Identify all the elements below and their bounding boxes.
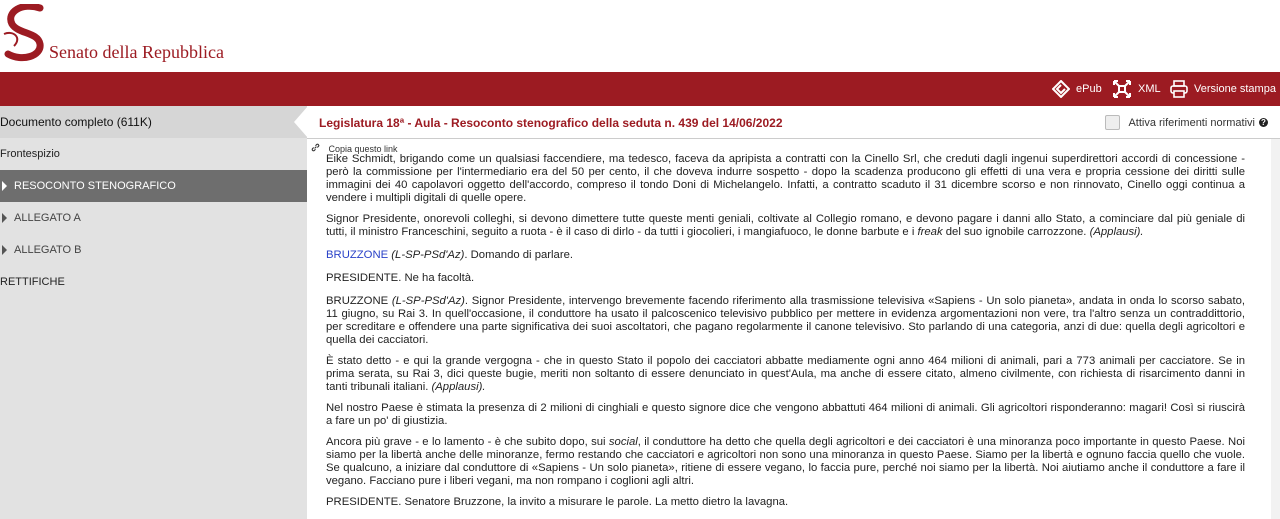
print-button[interactable] [1170,72,1276,106]
norm-toggle[interactable] [1105,115,1268,130]
norm-checkbox[interactable] [1105,115,1120,130]
epub-button[interactable] [1052,72,1102,106]
scrollbar[interactable] [1271,139,1280,519]
site-header [0,0,1280,72]
sidebar-item-label: Documento completo (611K) [0,115,152,129]
sidebar [0,106,307,519]
sidebar-item-documento-completo[interactable] [0,106,307,138]
speaker-link[interactable]: BRUZZONE [326,249,389,261]
paragraph: PRESIDENTE. Ne ha facoltà. [326,272,475,284]
page-title: Legislatura 18ª - Aula - Resoconto stenografico della seduta n. 439 del 14/06/2022 [319,116,783,130]
link-icon [311,143,320,152]
caret-right-icon [2,181,7,191]
printer-icon [1170,80,1188,98]
sidebar-item-allegato-b[interactable] [0,234,307,266]
sidebar-item-allegato-a[interactable] [0,202,307,234]
paragraph: PRESIDENTE. Senatore Bruzzone, la invito a misurare le parole. La metto dietro la lavagna. [326,496,789,508]
epub-label: ePub [1076,83,1102,95]
sidebar-item-label: ALLEGATO A [14,212,81,224]
sidebar-item-label: ALLEGATO B [14,244,82,256]
print-label: Versione stampa [1194,83,1276,95]
xml-button[interactable] [1112,72,1161,106]
toolbar [0,72,1280,106]
document-header [307,106,1280,139]
paragraph: Eike Schmidt, brigando come un qualsiasi faccendiere, ma tedesco, faceva da apripista a contratti con la Cinello Srl, che creduti dagli ingenui superdirettori accordi di concessione - però la commissione per l'intermediario era del 50 per cento, il che doveva indurre sospetto - dopo la scadenza producono gli effetti di una vera e propria cessione dei diritti sulle immagini dei 40 capolavori oggetto dell'accordo, compreso il tondo Doni di Michelangelo. Infatti, a contratto scaduto il 31 dicembre scorso e non rinnovato, Cinello oggi continua a vendere i multipli digitali di quelle opere. [326,153,1245,204]
caret-right-icon [2,213,7,223]
paragraph: BRUZZONE (L-SP-PSd'Az). Domando di parlare. [326,249,574,261]
paragraph: BRUZZONE (L-SP-PSd'Az). Signor Presidente, intervengo brevemente facendo riferimento alla trasmissione televisiva «Sapiens - Un solo pianeta», andata in onda lo scorso sabato, 11 giugno, su Rai 3. In quell'occasione, il conduttore ha usato il palcoscenico televisivo pubblico per mettere in evidenza argomentazioni non vere, tra l'altro senza un contraddittorio, per screditare e offendere una parte significativa dei suoi ascoltatori, che pagano regolarmente il canone televisivo. Sto parlando di una categoria, anzi di due: quella degli agricoltori e quella dei cacciatori. [326,295,1245,346]
sidebar-item-label: Frontespizio [0,148,60,160]
senato-logo[interactable] [0,4,48,62]
sidebar-item-rettifiche[interactable] [0,266,307,298]
sidebar-item-label: RESOCONTO STENOGRAFICO [14,180,176,192]
paragraph: È stato detto - e qui la grande vergogna - che in questo Stato il popolo dei cacciatori abbatte mediamente ogni anno 464 milioni di animali, pari a 773 animali per cacciatore. Se in prima serata, su Rai 3, dici queste bugie, meriti non soltanto di essere denunciato in quest'Aula, ma anche di essere citato, almeno civilmente, con richiesta di risarcimento danni in tanti tribunali italiani. (Applausi). [326,355,1245,393]
paragraph: Nel nostro Paese è stimata la presenza di 2 milioni di cinghiali e questo signore dice che vengono abbattuti 464 milioni di animali. Gli agricoltori risponderanno: magari! Così si riuscirà a fare un po' di giustizia. [326,402,1245,427]
document-content [307,139,1280,519]
help-icon[interactable]: ? [1259,118,1268,127]
sidebar-item-resoconto[interactable] [0,170,307,202]
sidebar-item-frontespizio[interactable] [0,138,307,170]
xml-icon [1112,79,1132,99]
transcript-text [326,153,1245,517]
caret-right-icon [2,245,7,255]
sidebar-item-label: RETTIFICHE [0,276,65,288]
epub-icon [1052,80,1070,98]
norm-label: Attiva riferimenti normativi [1128,116,1255,129]
xml-label: XML [1138,83,1161,95]
paragraph: Signor Presidente, onorevoli colleghi, si devono dimettere tutte queste menti geniali, coltivate al Collegio romano, e devono pagare i danni allo Stato, a cominciare dal più geniale di tutti, il ministro Franceschini, seguito a ruota - è il caso di dirlo - da tutti i giocolieri, i mangiafuoco, le donne barbute e i freak del suo ignobile carrozzone. (Applausi). [326,213,1245,238]
copy-link-label: Copia questo link [328,144,398,154]
site-title[interactable]: Senato della Repubblica [49,42,224,62]
paragraph: Ancora più grave - e lo lamento - è che subito dopo, sui social, il conduttore ha detto che quella degli agricoltori e dei cacciatori è una minoranza poco importante in questo Paese. Noi siamo per la libertà anche delle minoranze, fermo restando che cacciatori e agricoltori non sono una minoranza in questo Paese. Siamo per la libertà e ognuno faccia quello che vuole. Se qualcuno, a iniziare dal conduttore di «Sapiens - Un solo pianeta», ritiene di essere vegano, lo faccia pure, perché noi siamo per la libertà. Noi aiutiamo anche il conduttore a fare il vegano. Facciano pure i liberi vegani, ma non rompano i coglioni agli altri. [326,436,1245,487]
